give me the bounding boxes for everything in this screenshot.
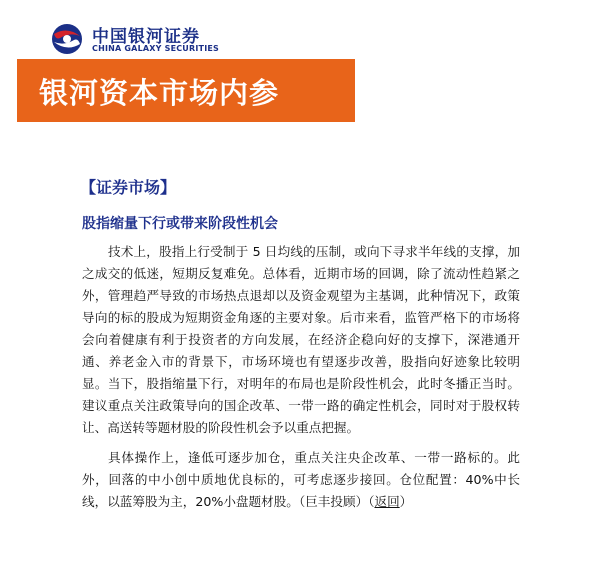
article-title: 股指缩量下行或带来阶段性机会 bbox=[82, 216, 278, 232]
galaxy-swirl-icon bbox=[50, 22, 84, 56]
banner-title: 银河资本市场内参 bbox=[39, 76, 280, 110]
back-link[interactable]: 返回 bbox=[374, 494, 400, 509]
brand-logo bbox=[50, 22, 270, 56]
section-heading: 【证券市场】 bbox=[80, 178, 177, 197]
paragraph-2 bbox=[82, 447, 520, 513]
article-body bbox=[82, 241, 520, 513]
paragraph-2-text: 具体操作上，逢低可逐步加仓，重点关注央企改革、一带一路标的。此外，回落的中小创中质地优良标的，可考虑逐步接回。仓位配置：40%中长线，以蓝筹股为主，20%小盘题材股。（巨丰投顾）（ bbox=[82, 450, 520, 509]
brand-name-cn: 中国银河证券 bbox=[92, 27, 200, 47]
brand-name-en: CHINA GALAXY SECURITIES bbox=[92, 44, 219, 53]
title-banner bbox=[17, 59, 355, 122]
paragraph-1: 技术上，股指上行受制于 5 日均线的压制，或向下寻求半年线的支撑，加之成交的低迷，短期反复难免。总体看，近期市场的回调，除了流动性趋紧之外，管理趋严导致的市场热点退却以及资金观望为主基调，此种情况下，政策导向的标的股成为短期资金角逐的主要对象。后市来看，监管严格下的市场将会向着健康有利于投资者的方向发展，在经济企稳向好的支撑下，深港通开通、养老金入市的背景下，市场环境也有望逐步改善，股指向好迹象比较明显。当下，股指缩量下行，对明年的布局也是阶段性机会，此时冬播正当时。建议重点关注政策导向的国企改革、一带一路的确定性机会，同时对于股权转让、高送转等题材股的阶段性机会予以重点把握。 bbox=[82, 244, 520, 435]
closing-paren: ） bbox=[399, 494, 413, 509]
